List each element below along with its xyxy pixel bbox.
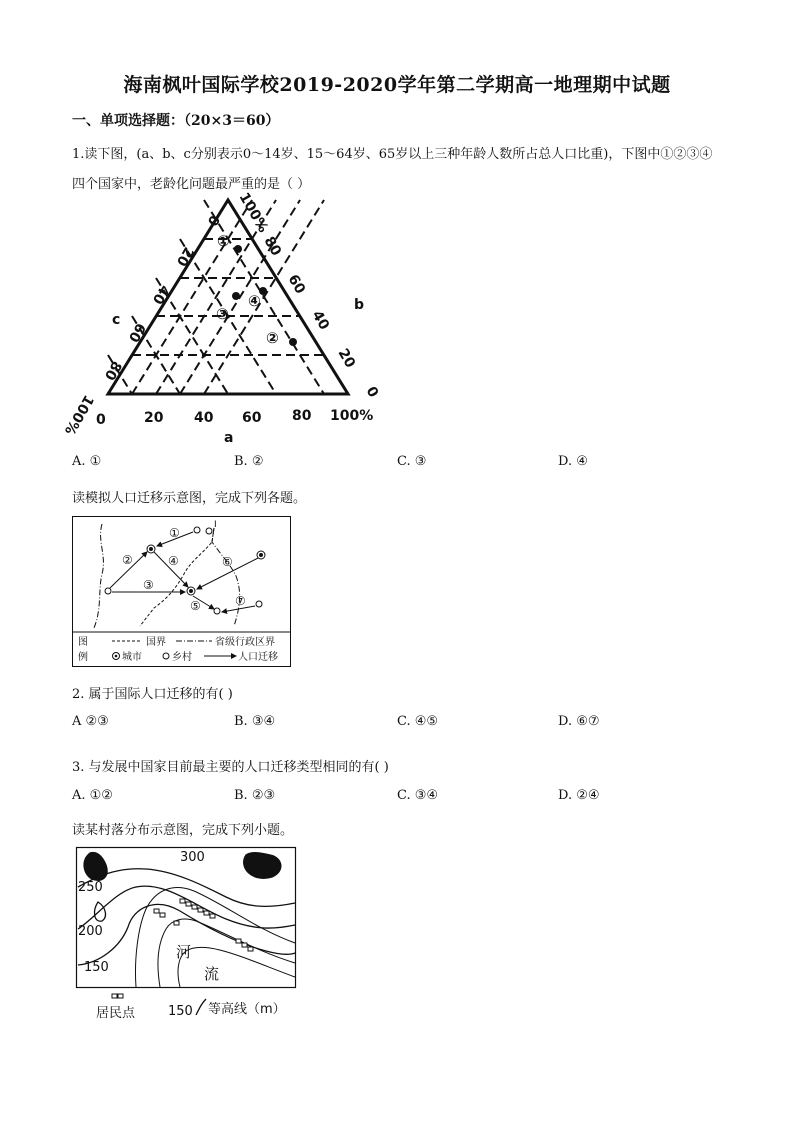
b-axis-label: b — [354, 297, 365, 313]
region-label: Ⅰ — [214, 520, 217, 530]
q3-option-d[interactable]: D. ②④ — [558, 788, 600, 803]
question-3-text: 3. 与发展中国家目前最主要的人口迁移类型相同的有( ) — [72, 760, 389, 775]
migration-label-2: ② — [122, 553, 133, 567]
b-tick: 60 — [284, 272, 309, 297]
point-4-label: ④ — [248, 292, 261, 310]
a-tick: 80 — [292, 408, 312, 424]
question-1-text-line2: 四个国家中，老龄化问题最严重的是（ ） — [72, 177, 311, 192]
settlement-icon — [154, 909, 159, 913]
contour-label-250: 250 — [78, 880, 103, 895]
a-tick: 0 — [96, 412, 106, 428]
q1-option-b[interactable]: B. ② — [234, 454, 264, 469]
b-tick: 80 — [260, 234, 285, 259]
b-tick: 0 — [362, 384, 382, 401]
legend-village-icon — [163, 653, 169, 659]
intro-migration: 读模拟人口迁移示意图，完成下列各题。 — [72, 491, 307, 506]
migration-label-4: ④ — [168, 554, 179, 568]
a-tick: 40 — [194, 410, 214, 426]
settlement-icon — [160, 913, 165, 917]
migration-diagram — [72, 516, 291, 667]
settlement-icon — [236, 939, 241, 943]
a-axis-label: a — [224, 430, 234, 446]
village-icon — [206, 528, 212, 534]
question-1-text-line1: 1.读下图，(a、b、c分别表示0～14岁、15～64岁、65岁以上三种年龄人数所占总人口比重)，下图中①②③④ — [72, 147, 713, 162]
a-tick: 20 — [144, 410, 164, 426]
c-tick: 80 — [100, 358, 125, 383]
point-1-label: ① — [217, 232, 230, 250]
migration-label-3: ③ — [143, 578, 154, 592]
question-2-text: 2. 属于国际人口迁移的有( ) — [72, 687, 233, 702]
settlement-icon — [192, 905, 197, 909]
migration-label-1: ① — [169, 526, 180, 540]
settlement-icon — [180, 899, 185, 903]
legend-title: 图 — [78, 637, 88, 648]
q2-option-b[interactable]: B. ③④ — [234, 714, 276, 729]
settlement-icon — [204, 911, 209, 915]
q1-option-d[interactable]: D. ④ — [558, 454, 588, 469]
c-tick: 60 — [124, 320, 149, 345]
a-tick: 100% — [330, 408, 374, 424]
legend-border-label: 国界 — [146, 637, 166, 648]
a-tick: 60 — [242, 410, 262, 426]
intro-village: 读某村落分布示意图，完成下列小题。 — [72, 823, 294, 838]
legend-village-label: 乡村 — [172, 652, 192, 663]
river-label: 河 — [176, 943, 192, 961]
legend-contour-value: 150 — [168, 1004, 193, 1019]
point-dot — [234, 245, 242, 253]
village-contour-map — [76, 847, 301, 1027]
b-tick: 100% — [235, 190, 272, 236]
q2-option-a[interactable]: A ②③ — [72, 714, 109, 729]
b-tick: 40 — [308, 308, 333, 333]
point-2-label: ② — [266, 329, 279, 347]
settlement-icon — [174, 921, 179, 925]
point-3-label: ③ — [216, 305, 229, 323]
legend-settlement-icon — [112, 994, 117, 998]
river-label: 流 — [204, 965, 220, 983]
settlement-icon — [248, 947, 253, 951]
c-tick: 40 — [148, 282, 173, 307]
q2-option-c[interactable]: C. ④⑤ — [397, 714, 439, 729]
grid-line — [180, 200, 300, 394]
q1-option-c[interactable]: C. ③ — [397, 454, 427, 469]
migration-label-7: ⑦ — [235, 594, 246, 608]
settlement-icon — [198, 908, 203, 912]
page-title: 海南枫叶国际学校2019-2020学年第二学期高一地理期中试题 — [123, 74, 671, 96]
village-icon — [256, 601, 262, 607]
contour-label-200: 200 — [78, 924, 103, 939]
migration-label-5: ⑤ — [190, 599, 201, 613]
point-dot — [232, 292, 240, 300]
migration-label-6: ⑥ — [222, 555, 233, 569]
q1-option-a[interactable]: A. ① — [72, 454, 102, 469]
c-tick: 100% — [60, 392, 97, 438]
legend-settlement-label: 居民点 — [96, 1006, 136, 1021]
settlement-icon — [186, 902, 191, 906]
triangle-outline — [108, 200, 348, 394]
ternary-age-diagram — [60, 190, 386, 446]
c-tick: 20 — [172, 244, 197, 269]
b-tick: 20 — [334, 346, 359, 371]
contour-label-150: 150 — [84, 960, 109, 975]
legend-city-label: 城市 — [122, 652, 142, 663]
point-dot — [289, 338, 297, 346]
c-axis-label: c — [112, 312, 121, 328]
village-icon — [194, 527, 200, 533]
legend-migration-label: 人口迁移 — [238, 652, 278, 663]
q3-option-a[interactable]: A. ①② — [72, 788, 113, 803]
legend-province-label: 省级行政区界 — [215, 637, 275, 648]
village-icon — [214, 608, 220, 614]
settlement-icon — [242, 943, 247, 947]
legend-title: 例 — [78, 652, 88, 663]
c-tick: 0 — [203, 212, 223, 229]
q3-option-b[interactable]: B. ②③ — [234, 788, 276, 803]
village-icon — [105, 588, 111, 594]
section-heading: 一、单项选择题：（20×3＝60） — [72, 113, 280, 129]
legend-contour-symbol — [196, 999, 206, 1015]
settlement-icon — [210, 914, 215, 918]
legend-contour-label: 等高线（m） — [208, 1002, 286, 1017]
q3-option-c[interactable]: C. ③④ — [397, 788, 439, 803]
contour-label-300: 300 — [180, 850, 205, 865]
q2-option-d[interactable]: D. ⑥⑦ — [558, 714, 600, 729]
